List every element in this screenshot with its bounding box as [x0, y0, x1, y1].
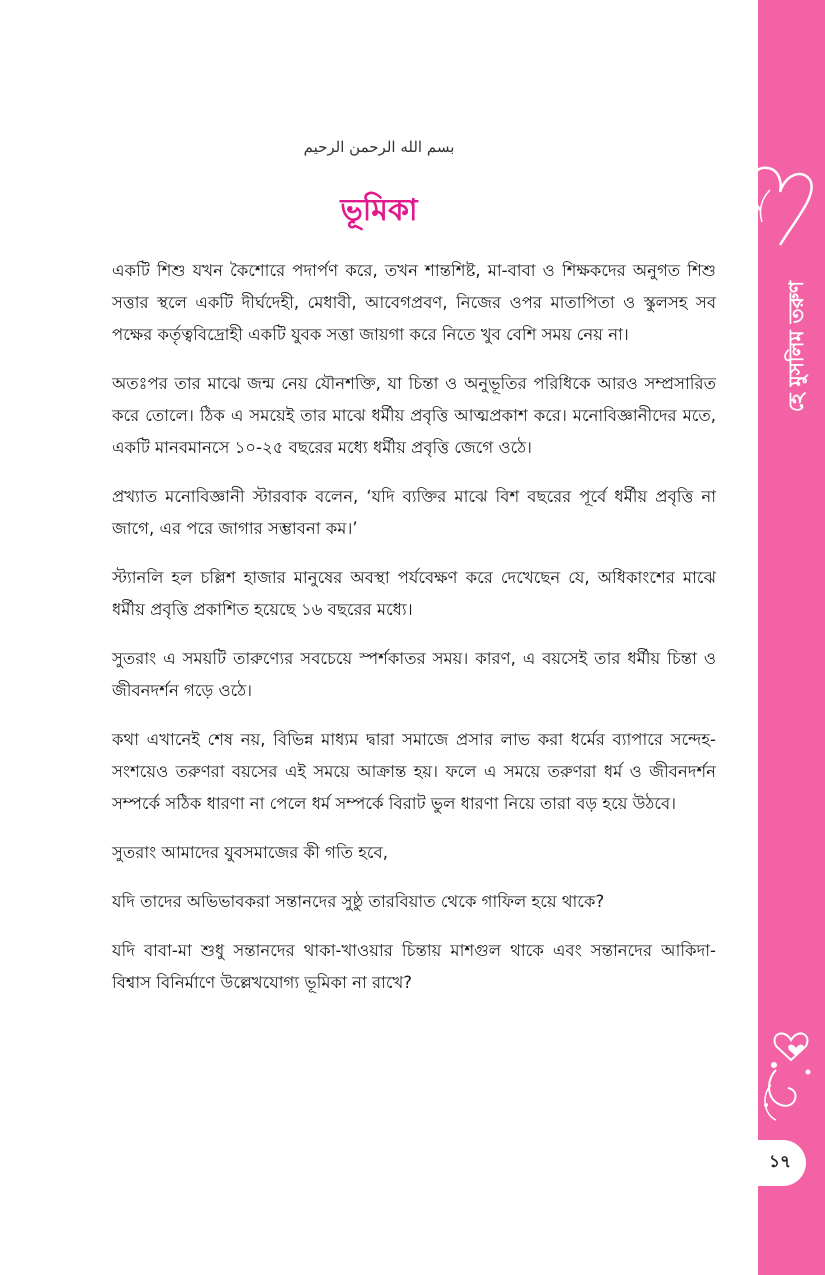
heart-swirl-icon	[740, 150, 820, 260]
paragraph: স্ট্যানলি হল চল্লিশ হাজার মানুষের অবস্থা পর্যবেক্ষণ করে দেখেছেন যে, অধিকাংশের মাঝে ধর্মীয় প্রবৃত্তি প্রকাশিত হয়েছে ১৬ বছরের মধ্যে।	[112, 568, 716, 619]
paragraph: যদি তাদের অভিভাবকরা সন্তানদের সুষ্ঠু তারবিয়াত থেকে গাফিল হয়ে থাকে?	[112, 892, 605, 911]
paragraph: যদি বাবা-মা শুধু সন্তানদের থাকা-খাওয়ার চিন্তায় মাশগুল থাকে এবং সন্তানদের আকিদা-বিশ্বাস বিনির্মাণে উল্লেখযোগ্য ভূমিকা না রাখে?	[112, 941, 716, 992]
page-number-tab: ১৭	[754, 1140, 806, 1186]
paragraph: সুতরাং আমাদের যুবসমাজের কী গতি হবে,	[112, 843, 388, 862]
paragraph: প্রখ্যাত মনোবিজ্ঞানী স্টারবাক বলেন, ‘যদি ব্যক্তির মাঝে বিশ বছরের পূর্বে ধর্মীয় প্রবৃত্তি না জাগে, এর পরে জাগার সম্ভাবনা কম।’	[112, 487, 716, 538]
floral-heart-icon	[736, 1010, 825, 1130]
page-content	[112, 255, 716, 1016]
paragraph: কথা এখানেই শেষ নয়, বিভিন্ন মাধ্যম দ্বারা সমাজে প্রসার লাভ করা ধর্মের ব্যাপারে সন্দেহ-সংশয়েও তরুণরা বয়সের এই সময়ে আক্রান্ত হয়। ফলে এ সময়ে তরুণরা ধর্ম ও জীবনদর্শন সম্পর্কে সঠিক ধারণা না পেলে ধর্ম সম্পর্কে বিরাট ভুল ধারণা নিয়ে তারা বড় হয়ে উঠবে।	[112, 730, 716, 813]
sidebar-band	[758, 0, 825, 1275]
bismillah-calligraphy: بسم الله الرحمن الرحيم	[303, 138, 455, 156]
paragraph: সুতরাং এ সময়টি তারুণ্যের সবচেয়ে স্পর্শকাতর সময়। কারণ, এ বয়সেই তার ধর্মীয় চিন্তা ও জীবনদর্শন গড়ে ওঠে।	[112, 649, 716, 700]
paragraph: অতঃপর তার মাঝে জন্ম নেয় যৌনশক্তি, যা চিন্তা ও অনুভূতির পরিধিকে আরও সম্প্রসারিত করে তোলে। ঠিক এ সময়েই তার মাঝে ধর্মীয় প্রবৃত্তি আত্মপ্রকাশ করে। মনোবিজ্ঞানীদের মতে, একটি মানবমানসে ১০-২৫ বছরের মধ্যে ধর্মীয় প্রবৃত্তি জেগে ওঠে।	[112, 374, 716, 457]
paragraph: একটি শিশু যখন কৈশোরে পদার্পণ করে, তখন শান্তশিষ্ট, মা-বাবা ও শিক্ষকদের অনুগত শিশু সত্তার স্থলে একটি দীর্ঘদেহী, মেধাবী, আবেগপ্রবণ, নিজের ওপর মাতাপিতা ও স্কুলসহ সব পক্ষের কর্তৃত্ববিদ্রোহী একটি যুবক সত্তা জায়গা করে নিতে খুব বেশি সময় নেয় না।	[112, 261, 716, 344]
page-title: ভূমিকা	[340, 193, 418, 228]
book-title-vertical: হে মুসলিম তরুণ	[784, 280, 808, 412]
